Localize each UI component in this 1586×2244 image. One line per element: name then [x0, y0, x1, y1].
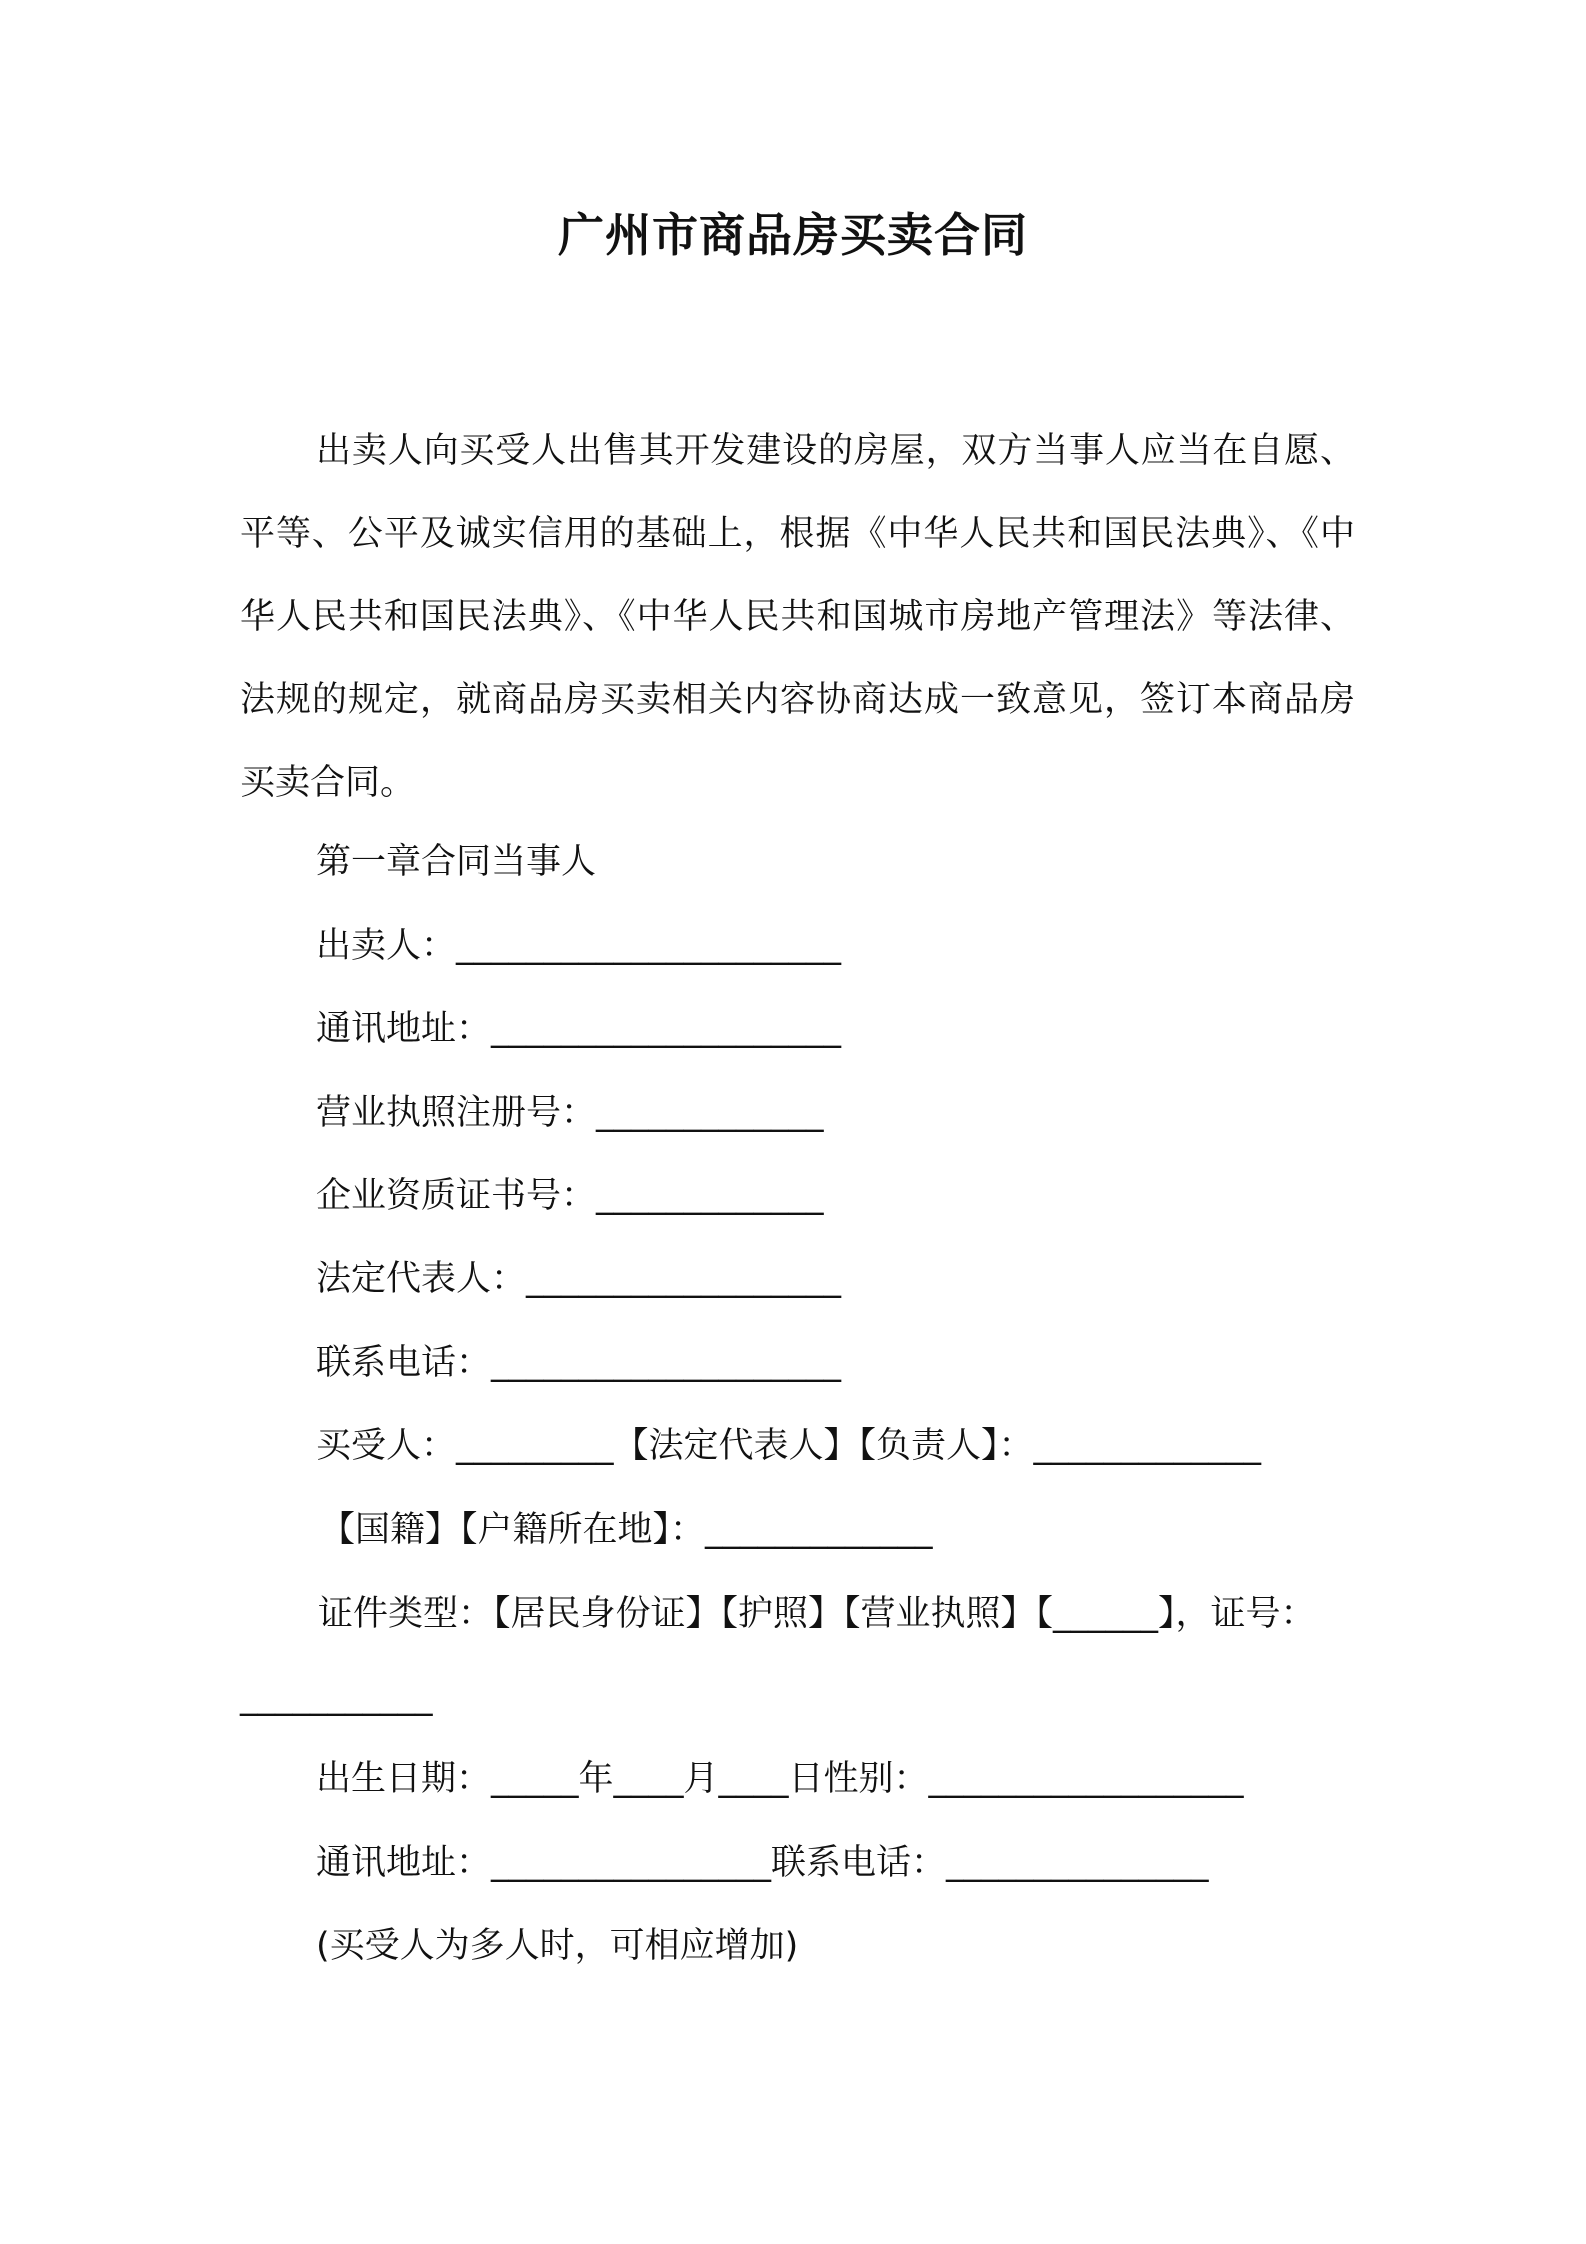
buyer-field: 买受人：_________【法定代表人】【负责人】：_____________	[316, 1426, 1262, 1466]
birth-gender-field: 出生日期：_____年____月____日性别：__________________	[316, 1759, 1244, 1799]
id-type-field: 证件类型：【居民身份证】【护照】【营业执照】【______】，证号：___________	[240, 1594, 1316, 1717]
seller-address-field: 通讯地址：____________________	[316, 1009, 842, 1049]
multiple-buyers-note: (买受人为多人时，可相应增加)	[316, 1926, 799, 1966]
chapter-heading: 第一章合同当事人	[316, 842, 597, 882]
seller-name-field: 出卖人：______________________	[316, 926, 842, 966]
seller-phone-field: 联系电话：____________________	[316, 1343, 842, 1383]
qualification-cert-field: 企业资质证书号：_____________	[316, 1176, 824, 1216]
document-title: 广州市商品房买卖合同	[558, 208, 1028, 262]
legal-rep-field: 法定代表人：__________________	[316, 1259, 842, 1299]
business-license-field: 营业执照注册号：_____________	[316, 1093, 824, 1133]
intro-paragraph: 出卖人向买受人出售其开发建设的房屋，双方当事人应当在自愿、平等、公平及诚实信用的基础上，根据《中华人民共和国民法典》、《中华人民共和国民法典》、《中华人民共和国城市房地产管理法》等法律、法规的规定，就商品房买卖相关内容协商达成一致意见，签订本商品房买卖合同。	[240, 431, 1355, 803]
nationality-field: 【国籍】【户籍所在地】：_____________	[320, 1510, 933, 1550]
buyer-address-phone-field: 通讯地址：________________联系电话：_______________	[316, 1843, 1209, 1883]
